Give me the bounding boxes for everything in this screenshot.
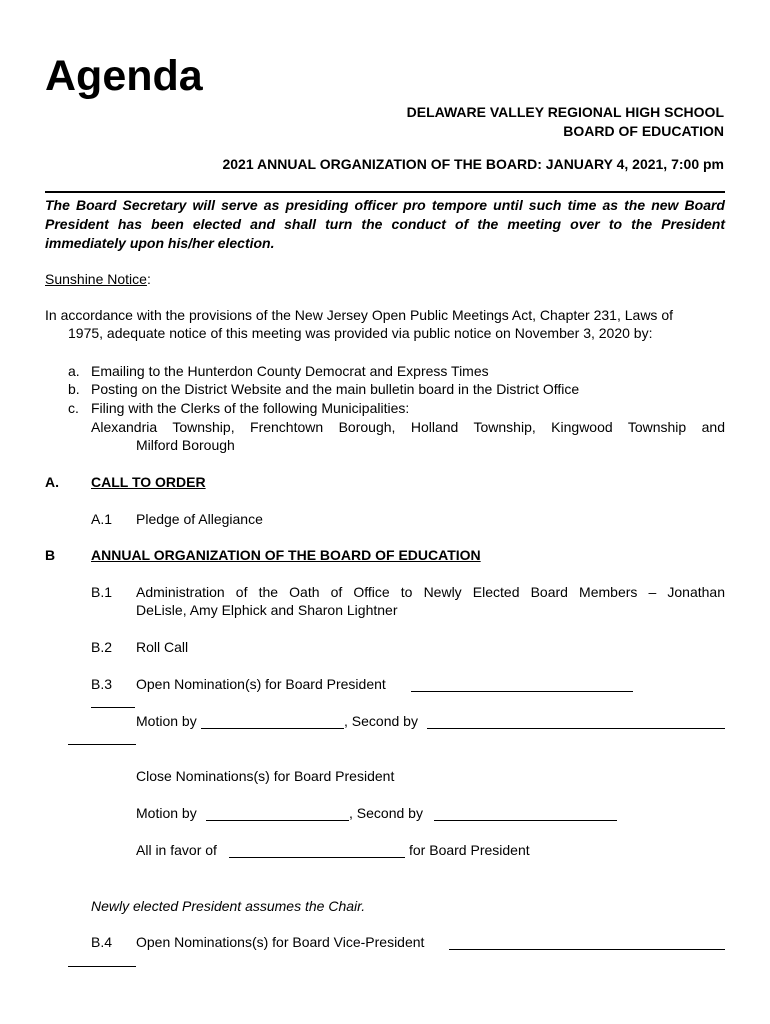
header-rule	[45, 191, 725, 193]
second-by-blank[interactable]	[427, 728, 725, 729]
meeting-line: 2021 ANNUAL ORGANIZATION OF THE BOARD: JANUARY 4, 2021, 7:00 pm	[222, 156, 724, 172]
b1-line1: Administration of the Oath of Office to Newly Elected Board Members – Jonathan	[136, 584, 725, 600]
sunshine-heading-text: Sunshine Notice	[45, 271, 147, 287]
municipalities-line1: Alexandria Township, Frenchtown Borough, Holland Township, Kingwood Township and	[91, 419, 725, 435]
president-nominee-blank[interactable]	[411, 691, 633, 692]
list-marker-a: a.	[68, 363, 80, 379]
list-marker-c: c.	[68, 400, 79, 416]
motion-by-label-2: Motion by	[136, 805, 197, 821]
b3-text: Open Nomination(s) for Board President	[136, 676, 386, 692]
sunshine-colon: :	[146, 271, 151, 287]
list-item-b: Posting on the District Website and the main bulletin board in the District Office	[91, 381, 580, 397]
nominee-blank-continuation[interactable]	[91, 707, 135, 708]
all-in-favor-blank[interactable]	[229, 857, 405, 858]
b1-line2: DeLisle, Amy Elphick and Sharon Lightner	[136, 602, 398, 618]
newly-elected-note: Newly elected President assumes the Chair.	[91, 898, 366, 914]
second-by-continuation[interactable]	[68, 744, 136, 745]
list-marker-b: b.	[68, 381, 80, 397]
sunshine-heading	[45, 270, 151, 289]
a1-text: Pledge of Allegiance	[136, 511, 263, 527]
b1-number: B.1	[91, 584, 113, 600]
b2-number: B.2	[91, 639, 113, 655]
all-in-favor-label: All in favor of	[136, 842, 217, 858]
list-item-c: Filing with the Clerks of the following Municipalities:	[91, 400, 410, 416]
b4-text: Open Nominations(s) for Board Vice-President	[136, 934, 425, 950]
page-title: Agenda	[45, 52, 203, 100]
section-b-letter: B	[45, 547, 56, 563]
section-b-heading: ANNUAL ORGANIZATION OF THE BOARD OF EDUCATION	[91, 547, 481, 563]
b3-number: B.3	[91, 676, 113, 692]
board-name: BOARD OF EDUCATION	[563, 123, 724, 139]
motion-by-label: Motion by	[136, 713, 197, 729]
second-by-blank-2[interactable]	[434, 820, 617, 821]
a1-number: A.1	[91, 511, 113, 527]
motion-by-blank[interactable]	[201, 728, 344, 729]
sunshine-para-line1: In accordance with the provisions of the New Jersey Open Public Meetings Act, Chapter 231, Laws of	[45, 307, 673, 323]
school-name: DELAWARE VALLEY REGIONAL HIGH SCHOOL	[406, 104, 724, 120]
second-by-label: , Second by	[344, 713, 418, 729]
motion-by-blank-2[interactable]	[206, 820, 349, 821]
b4-number: B.4	[91, 934, 113, 950]
list-item-a: Emailing to the Hunterdon County Democrat and Express Times	[91, 363, 489, 379]
vice-president-blank-continuation[interactable]	[68, 966, 136, 967]
section-a-letter: A.	[45, 474, 59, 490]
vice-president-nominee-blank[interactable]	[449, 949, 725, 950]
section-a-heading: CALL TO ORDER	[91, 474, 206, 490]
sunshine-para-line2: 1975, adequate notice of this meeting was provided via public notice on November 3, 2020 by:	[68, 325, 653, 341]
municipalities-line2: Milford Borough	[136, 437, 235, 453]
second-by-label-2: , Second by	[349, 805, 423, 821]
intro-paragraph: The Board Secretary will serve as presiding officer pro tempore until such time as the new Board President has been elected and shall turn the conduct of the meeting over to the President immediately upon his/her election.	[45, 197, 725, 251]
for-board-president: for Board President	[409, 842, 530, 858]
close-nominations: Close Nominations(s) for Board President	[136, 768, 395, 784]
b2-text: Roll Call	[136, 639, 189, 655]
